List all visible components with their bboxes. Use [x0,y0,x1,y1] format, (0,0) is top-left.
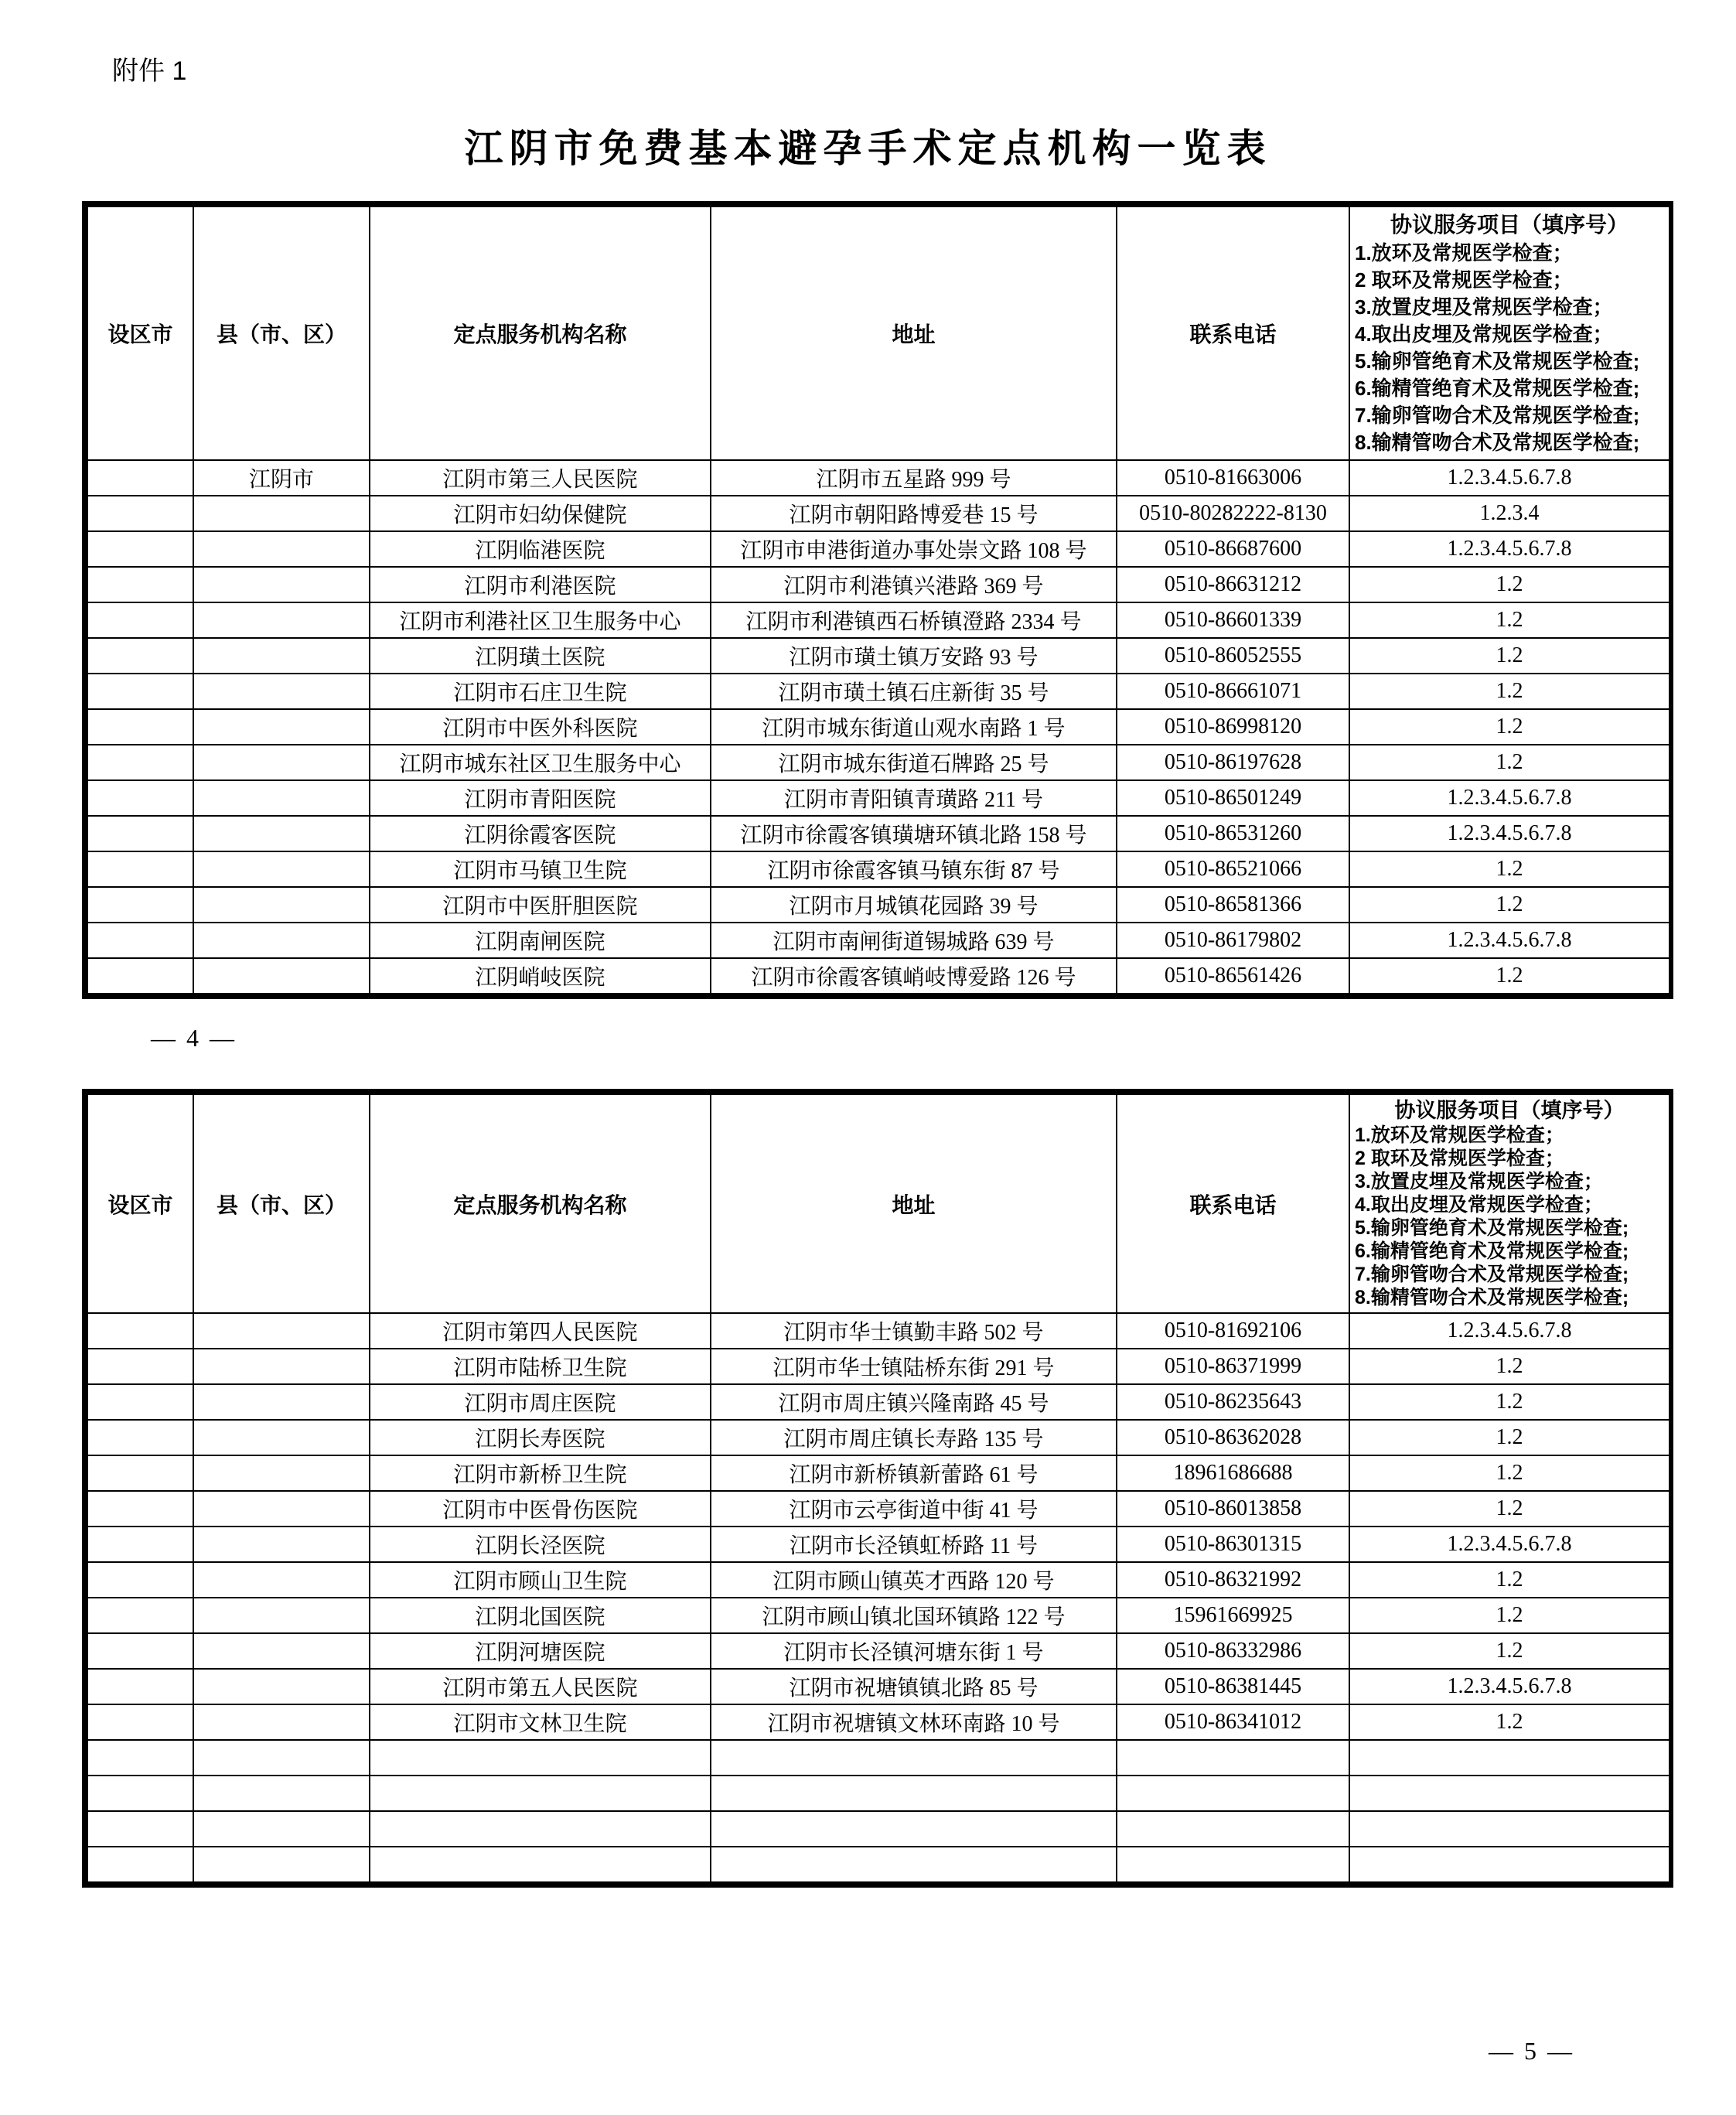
cell-county [193,1811,370,1847]
cell-district-city [87,1455,193,1491]
cell-district-city [87,531,193,567]
cell-district-city [87,460,193,496]
cell-address: 江阴市青阳镇青璜路 211 号 [711,780,1117,816]
cell-institution: 江阴璜土医院 [370,638,711,674]
table-row [87,1420,1669,1455]
cell-address: 江阴市璜土镇万安路 93 号 [711,638,1117,674]
cell-district-city [87,923,193,958]
attachment-label: 附件 1 [112,56,187,86]
cell-service-codes: 1.2.3.4.5.6.7.8 [1349,460,1669,496]
cell-district-city [87,1384,193,1420]
cell-address: 江阴市月城镇花园路 39 号 [711,887,1117,923]
service-item: 4.取出皮埋及常规医学检查； [1355,1194,1603,1216]
cell-institution: 江阴市陆桥卫生院 [370,1349,711,1384]
cell-address [711,1740,1117,1776]
cell-service-codes: 1.2.3.4.5.6.7.8 [1349,1669,1669,1704]
cell-county [193,923,370,958]
cell-service-codes: 1.2.3.4.5.6.7.8 [1349,923,1669,958]
cell-phone: 0510-86052555 [1117,638,1349,674]
cell-institution: 江阴南闸医院 [370,923,711,958]
cell-institution: 江阴市石庄卫生院 [370,674,711,709]
cell-institution: 江阴市利港社区卫生服务中心 [370,602,711,638]
cell-district-city [87,496,193,531]
cell-address: 江阴市南闸街道锡城路 639 号 [711,923,1117,958]
cell-phone: 0510-86321992 [1117,1562,1349,1598]
cell-institution: 江阴市利港医院 [370,567,711,602]
cell-service-codes: 1.2 [1349,1455,1669,1491]
cell-phone: 0510-86521066 [1117,851,1349,887]
cell-phone: 0510-86179802 [1117,923,1349,958]
table-page5 [82,1089,1673,1888]
header-institution: 定点服务机构名称 [370,206,711,460]
cell-county [193,638,370,674]
header-county: 县（市、区） [193,206,370,460]
cell-phone: 15961669925 [1117,1598,1349,1633]
cell-service-codes: 1.2 [1349,745,1669,780]
header-address: 地址 [711,1094,1117,1313]
header-district-city: 设区市 [87,206,193,460]
cell-institution: 江阴峭岐医院 [370,958,711,994]
cell-institution: 江阴市中医外科医院 [370,709,711,745]
cell-district-city [87,780,193,816]
cell-address: 江阴市申港街道办事处崇文路 108 号 [711,531,1117,567]
cell-phone [1117,1776,1349,1811]
cell-county [193,1633,370,1669]
service-item: 2 取环及常规医学检查； [1355,1148,1564,1169]
cell-district-city [87,1313,193,1349]
cell-phone: 18961686688 [1117,1455,1349,1491]
cell-address: 江阴市朝阳路博爱巷 15 号 [711,496,1117,531]
cell-district-city [87,1349,193,1384]
cell-phone: 0510-86381445 [1117,1669,1349,1704]
service-item: 4.取出皮埋及常规医学检查； [1355,322,1613,346]
table-row [87,1598,1669,1633]
cell-phone: 0510-86687600 [1117,531,1349,567]
cell-service-codes: 1.2 [1349,567,1669,602]
cell-address: 江阴市顾山镇英才西路 120 号 [711,1562,1117,1598]
table-row [87,674,1669,709]
table-page4 [82,201,1673,999]
cell-institution: 江阴市周庄医院 [370,1384,711,1420]
table-row [87,958,1669,994]
table-2-header [87,1094,1669,1313]
cell-county [193,745,370,780]
cell-service-codes: 1.2 [1349,1349,1669,1384]
cell-service-codes: 1.2 [1349,1491,1669,1527]
cell-address: 江阴市徐霞客镇马镇东街 87 号 [711,851,1117,887]
cell-address: 江阴市城东街道石牌路 25 号 [711,745,1117,780]
cell-address: 江阴市云亭街道中街 41 号 [711,1491,1117,1527]
service-item: 5.输卵管绝育术及常规医学检查; [1355,350,1640,373]
cell-phone: 0510-86197628 [1117,745,1349,780]
cell-address: 江阴市华士镇勤丰路 502 号 [711,1313,1117,1349]
table-row [87,923,1669,958]
cell-phone: 0510-86531260 [1117,816,1349,851]
service-item: 8.输精管吻合术及常规医学检查; [1355,431,1640,454]
cell-service-codes [1349,1811,1669,1847]
cell-institution: 江阴市文林卫生院 [370,1704,711,1740]
cell-address: 江阴市顾山镇北国环镇路 122 号 [711,1598,1117,1633]
table-row [87,1847,1669,1882]
header-institution: 定点服务机构名称 [370,1094,711,1313]
cell-service-codes: 1.2 [1349,1420,1669,1455]
cell-service-codes: 1.2 [1349,1704,1669,1740]
table-1-header [87,206,1669,460]
cell-address [711,1776,1117,1811]
table-row [87,1384,1669,1420]
cell-district-city [87,638,193,674]
header-county: 县（市、区） [193,1094,370,1313]
cell-county [193,496,370,531]
header-phone: 联系电话 [1117,206,1349,460]
service-item: 7.输卵管吻合术及常规医学检查; [1355,1264,1629,1285]
cell-address: 江阴市祝塘镇镇北路 85 号 [711,1669,1117,1704]
cell-service-codes: 1.2 [1349,887,1669,923]
service-item: 2 取环及常规医学检查； [1355,268,1573,292]
cell-phone: 0510-81663006 [1117,460,1349,496]
cell-phone: 0510-86631212 [1117,567,1349,602]
cell-phone: 0510-86332986 [1117,1633,1349,1669]
cell-service-codes: 1.2 [1349,674,1669,709]
services-title: 协议服务项目（填序号） [1394,1099,1625,1122]
table-row [87,851,1669,887]
header-row [87,1094,1669,1313]
cell-address: 江阴市五星路 999 号 [711,460,1117,496]
institutions-table-2 [87,1093,1670,1883]
table-row [87,1811,1669,1847]
cell-institution: 江阴市中医骨伤医院 [370,1491,711,1527]
service-item: 5.输卵管绝育术及常规医学检查; [1355,1217,1629,1239]
cell-institution: 江阴市顾山卫生院 [370,1562,711,1598]
cell-address [711,1811,1117,1847]
services-item-list [1355,240,1664,456]
service-item: 6.输精管绝育术及常规医学检查; [1355,377,1640,400]
table-row [87,780,1669,816]
cell-county [193,1349,370,1384]
table-row [87,1455,1669,1491]
cell-county [193,958,370,994]
cell-institution [370,1847,711,1882]
service-item: 1.放环及常规医学检查； [1355,1124,1564,1146]
cell-district-city [87,1669,193,1704]
cell-county [193,602,370,638]
table-row [87,1669,1669,1704]
cell-phone: 0510-86235643 [1117,1384,1349,1420]
cell-county [193,1776,370,1811]
cell-county [193,1313,370,1349]
service-item: 3.放置皮埋及常规医学检查； [1355,295,1613,319]
table-row [87,460,1669,496]
header-services [1349,206,1669,460]
cell-institution [370,1776,711,1811]
cell-service-codes: 1.2 [1349,709,1669,745]
cell-service-codes [1349,1847,1669,1882]
cell-address: 江阴市周庄镇长寿路 135 号 [711,1420,1117,1455]
cell-service-codes: 1.2.3.4.5.6.7.8 [1349,816,1669,851]
cell-district-city [87,602,193,638]
cell-county [193,1847,370,1882]
cell-address: 江阴市长泾镇虹桥路 11 号 [711,1527,1117,1562]
cell-service-codes: 1.2 [1349,1562,1669,1598]
service-item: 1.放环及常规医学检查； [1355,241,1573,264]
cell-institution: 江阴市第四人民医院 [370,1313,711,1349]
page-number-5: — 5 — [1489,2037,1574,2065]
header-services [1349,1094,1669,1313]
cell-address [711,1847,1117,1882]
institutions-table-1 [87,206,1670,994]
cell-district-city [87,709,193,745]
cell-phone [1117,1740,1349,1776]
cell-address: 江阴市新桥镇新蕾路 61 号 [711,1455,1117,1491]
cell-institution: 江阴市马镇卫生院 [370,851,711,887]
cell-institution [370,1811,711,1847]
cell-address: 江阴市徐霞客镇璜塘环镇北路 158 号 [711,816,1117,851]
cell-service-codes [1349,1740,1669,1776]
cell-institution: 江阴市妇幼保健院 [370,496,711,531]
table-row [87,709,1669,745]
table-row [87,1562,1669,1598]
cell-county [193,531,370,567]
table-row [87,1776,1669,1811]
cell-county [193,851,370,887]
cell-county [193,1598,370,1633]
cell-phone: 0510-86362028 [1117,1420,1349,1455]
page-number-4: — 4 — [151,1024,237,1052]
cell-address: 江阴市城东街道山观水南路 1 号 [711,709,1117,745]
cell-service-codes: 1.2.3.4.5.6.7.8 [1349,1313,1669,1349]
cell-district-city [87,1704,193,1740]
service-item: 8.输精管吻合术及常规医学检查; [1355,1287,1629,1308]
cell-county [193,1455,370,1491]
cell-district-city [87,1420,193,1455]
cell-address: 江阴市祝塘镇文林环南路 10 号 [711,1704,1117,1740]
table-2-body [87,1313,1669,1882]
cell-district-city [87,745,193,780]
table-row [87,745,1669,780]
cell-address: 江阴市徐霞客镇峭岐博爱路 126 号 [711,958,1117,994]
table-1-body [87,460,1669,994]
cell-district-city [87,1562,193,1598]
cell-service-codes: 1.2 [1349,851,1669,887]
cell-address: 江阴市华士镇陆桥东街 291 号 [711,1349,1117,1384]
table-row [87,496,1669,531]
cell-county [193,816,370,851]
cell-county [193,1527,370,1562]
cell-service-codes: 1.2 [1349,602,1669,638]
table-row [87,1313,1669,1349]
cell-phone: 0510-80282222-8130 [1117,496,1349,531]
cell-district-city [87,851,193,887]
cell-institution: 江阴市新桥卫生院 [370,1455,711,1491]
cell-institution: 江阴临港医院 [370,531,711,567]
cell-address: 江阴市周庄镇兴隆南路 45 号 [711,1384,1117,1420]
cell-district-city [87,1740,193,1776]
cell-district-city [87,1811,193,1847]
table-row [87,1633,1669,1669]
cell-service-codes: 1.2 [1349,958,1669,994]
table-row [87,1704,1669,1740]
cell-service-codes: 1.2 [1349,1384,1669,1420]
table-row [87,1527,1669,1562]
cell-district-city [87,1847,193,1882]
cell-county [193,1704,370,1740]
cell-county [193,709,370,745]
services-title: 协议服务项目（填序号） [1390,213,1629,237]
services-item-list [1355,1124,1664,1309]
cell-institution: 江阴市第五人民医院 [370,1669,711,1704]
cell-phone: 0510-86301315 [1117,1527,1349,1562]
cell-county [193,1420,370,1455]
cell-service-codes: 1.2.3.4 [1349,496,1669,531]
cell-address: 江阴市长泾镇河塘东街 1 号 [711,1633,1117,1669]
cell-address: 江阴市璜土镇石庄新街 35 号 [711,674,1117,709]
cell-district-city [87,1527,193,1562]
table-row [87,1740,1669,1776]
cell-institution: 江阴长寿医院 [370,1420,711,1455]
cell-county [193,780,370,816]
cell-county [193,887,370,923]
service-item: 7.输卵管吻合术及常规医学检查; [1355,404,1640,427]
cell-institution: 江阴河塘医院 [370,1633,711,1669]
cell-phone: 0510-86581366 [1117,887,1349,923]
table-row [87,1491,1669,1527]
cell-county [193,567,370,602]
cell-district-city [87,1598,193,1633]
cell-district-city [87,567,193,602]
table-row [87,602,1669,638]
header-row [87,206,1669,460]
table-row [87,816,1669,851]
cell-district-city [87,1491,193,1527]
table-row [87,1349,1669,1384]
cell-county [193,674,370,709]
cell-institution: 江阴市中医肝胆医院 [370,887,711,923]
cell-county [193,1491,370,1527]
cell-institution: 江阴长泾医院 [370,1527,711,1562]
cell-district-city [87,887,193,923]
cell-county: 江阴市 [193,460,370,496]
cell-phone [1117,1847,1349,1882]
cell-institution: 江阴市青阳医院 [370,780,711,816]
cell-institution: 江阴徐霞客医院 [370,816,711,851]
cell-phone: 0510-86013858 [1117,1491,1349,1527]
page-title: 江阴市免费基本避孕手术定点机构一览表 [464,127,1272,170]
cell-service-codes [1349,1776,1669,1811]
cell-address: 江阴市利港镇西石桥镇澄路 2334 号 [711,602,1117,638]
service-item: 6.输精管绝育术及常规医学检查; [1355,1240,1629,1262]
header-phone: 联系电话 [1117,1094,1349,1313]
table-row [87,887,1669,923]
cell-county [193,1384,370,1420]
cell-institution [370,1740,711,1776]
cell-institution: 江阴市第三人民医院 [370,460,711,496]
cell-institution: 江阴市城东社区卫生服务中心 [370,745,711,780]
header-address: 地址 [711,206,1117,460]
cell-district-city [87,1633,193,1669]
cell-county [193,1669,370,1704]
cell-phone: 0510-81692106 [1117,1313,1349,1349]
cell-phone: 0510-86561426 [1117,958,1349,994]
cell-district-city [87,816,193,851]
cell-service-codes: 1.2 [1349,1633,1669,1669]
cell-service-codes: 1.2 [1349,638,1669,674]
cell-address: 江阴市利港镇兴港路 369 号 [711,567,1117,602]
cell-phone: 0510-86501249 [1117,780,1349,816]
cell-county [193,1740,370,1776]
cell-district-city [87,958,193,994]
cell-institution: 江阴北国医院 [370,1598,711,1633]
cell-phone: 0510-86661071 [1117,674,1349,709]
cell-phone: 0510-86371999 [1117,1349,1349,1384]
cell-phone: 0510-86601339 [1117,602,1349,638]
table-row [87,531,1669,567]
cell-service-codes: 1.2.3.4.5.6.7.8 [1349,531,1669,567]
cell-service-codes: 1.2.3.4.5.6.7.8 [1349,1527,1669,1562]
cell-phone: 0510-86341012 [1117,1704,1349,1740]
header-district-city: 设区市 [87,1094,193,1313]
table-row [87,638,1669,674]
table-row [87,567,1669,602]
cell-phone: 0510-86998120 [1117,709,1349,745]
cell-phone [1117,1811,1349,1847]
cell-district-city [87,674,193,709]
service-item: 3.放置皮埋及常规医学检查； [1355,1171,1603,1192]
cell-district-city [87,1776,193,1811]
cell-county [193,1562,370,1598]
cell-service-codes: 1.2.3.4.5.6.7.8 [1349,780,1669,816]
cell-service-codes: 1.2 [1349,1598,1669,1633]
